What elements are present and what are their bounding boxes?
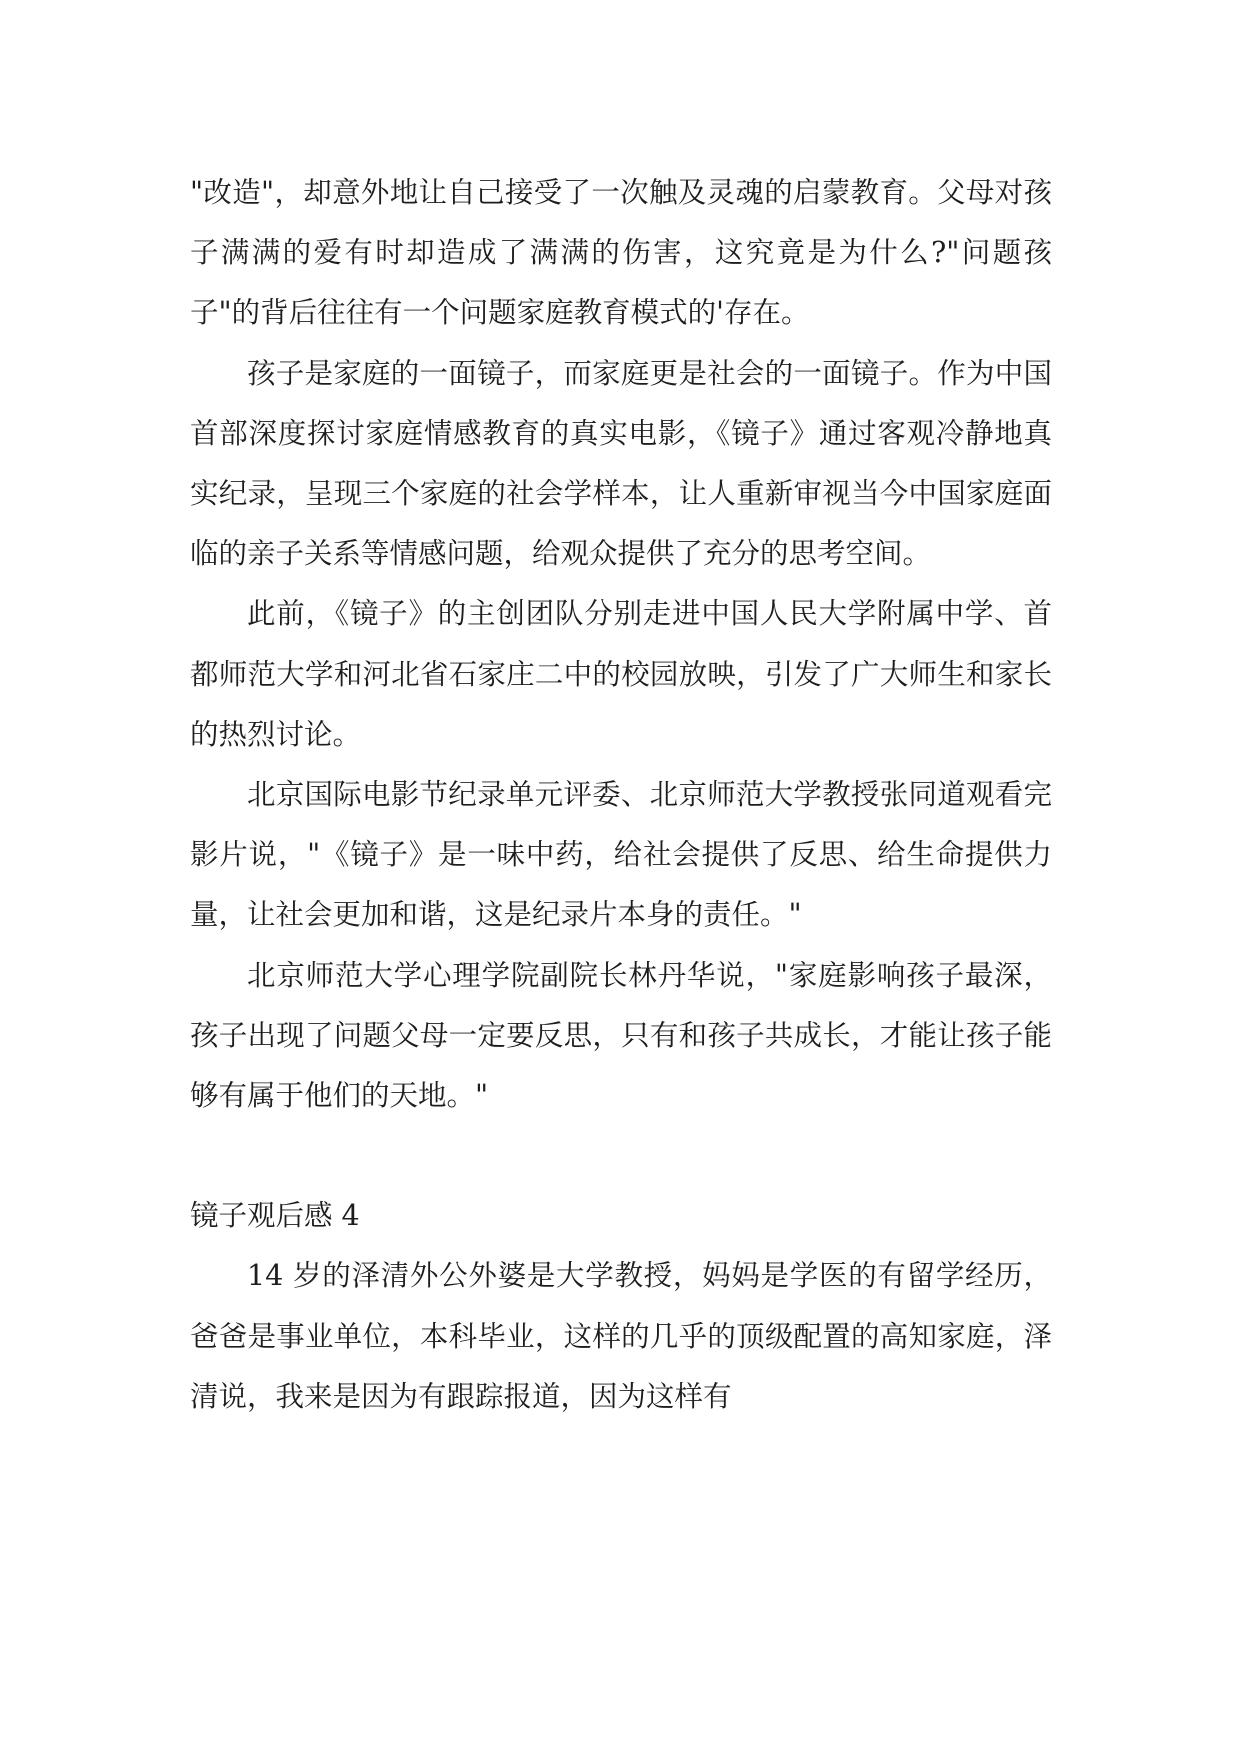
paragraph-mirror-family: 孩子是家庭的一面镜子，而家庭更是社会的一面镜子。作为中国首部深度探讨家庭情感教育的真实电影，《镜子》通过客观冷静地真实纪录，呈现三个家庭的社会学样本，让人重新审视当今中国家庭面临的亲子关系等情感问题，给观众提供了充分的思考空间。: [190, 356, 1052, 571]
paragraph-screenings: 此前，《镜子》的主创团队分别走进中国人民大学附属中学、首都师范大学和河北省石家庄二中的校园放映，引发了广大师生和家长的热烈讨论。: [190, 597, 1052, 751]
section-gap: [190, 1126, 1052, 1186]
paragraph-lin-danhua-quote: 北京师范大学心理学院副院长林丹华说，"家庭影响孩子最深，孩子出现了问题父母一定要反思，只有和孩子共成长，才能让孩子能够有属于他们的天地。": [190, 958, 1052, 1113]
document-body: [190, 163, 1052, 1427]
section-title: 镜子观后感 4: [190, 1199, 360, 1233]
paragraph-continuation: "改造"，却意外地让自己接受了一次触及灵魂的启蒙教育。父母对孩子满满的爱有时却造成了满满的伤害，这究竟是为什么?"问题孩子"的背后往往有一个问题家庭教育模式的'存在。: [190, 176, 1052, 330]
paragraph-zeqing-family: 14 岁的泽清外公外婆是大学教授，妈妈是学医的有留学经历，爸爸是事业单位，本科毕业，这样的几乎的顶级配置的高知家庭，泽清说，我来是因为有跟踪报道，因为这样有: [190, 1259, 1052, 1413]
paragraph-zhang-tongdao-quote: 北京国际电影节纪录单元评委、北京师范大学教授张同道观看完影片说，"《镜子》是一味中药，给社会提供了反思、给生命提供力量，让社会更加和谐，这是纪录片本身的责任。": [190, 778, 1052, 932]
